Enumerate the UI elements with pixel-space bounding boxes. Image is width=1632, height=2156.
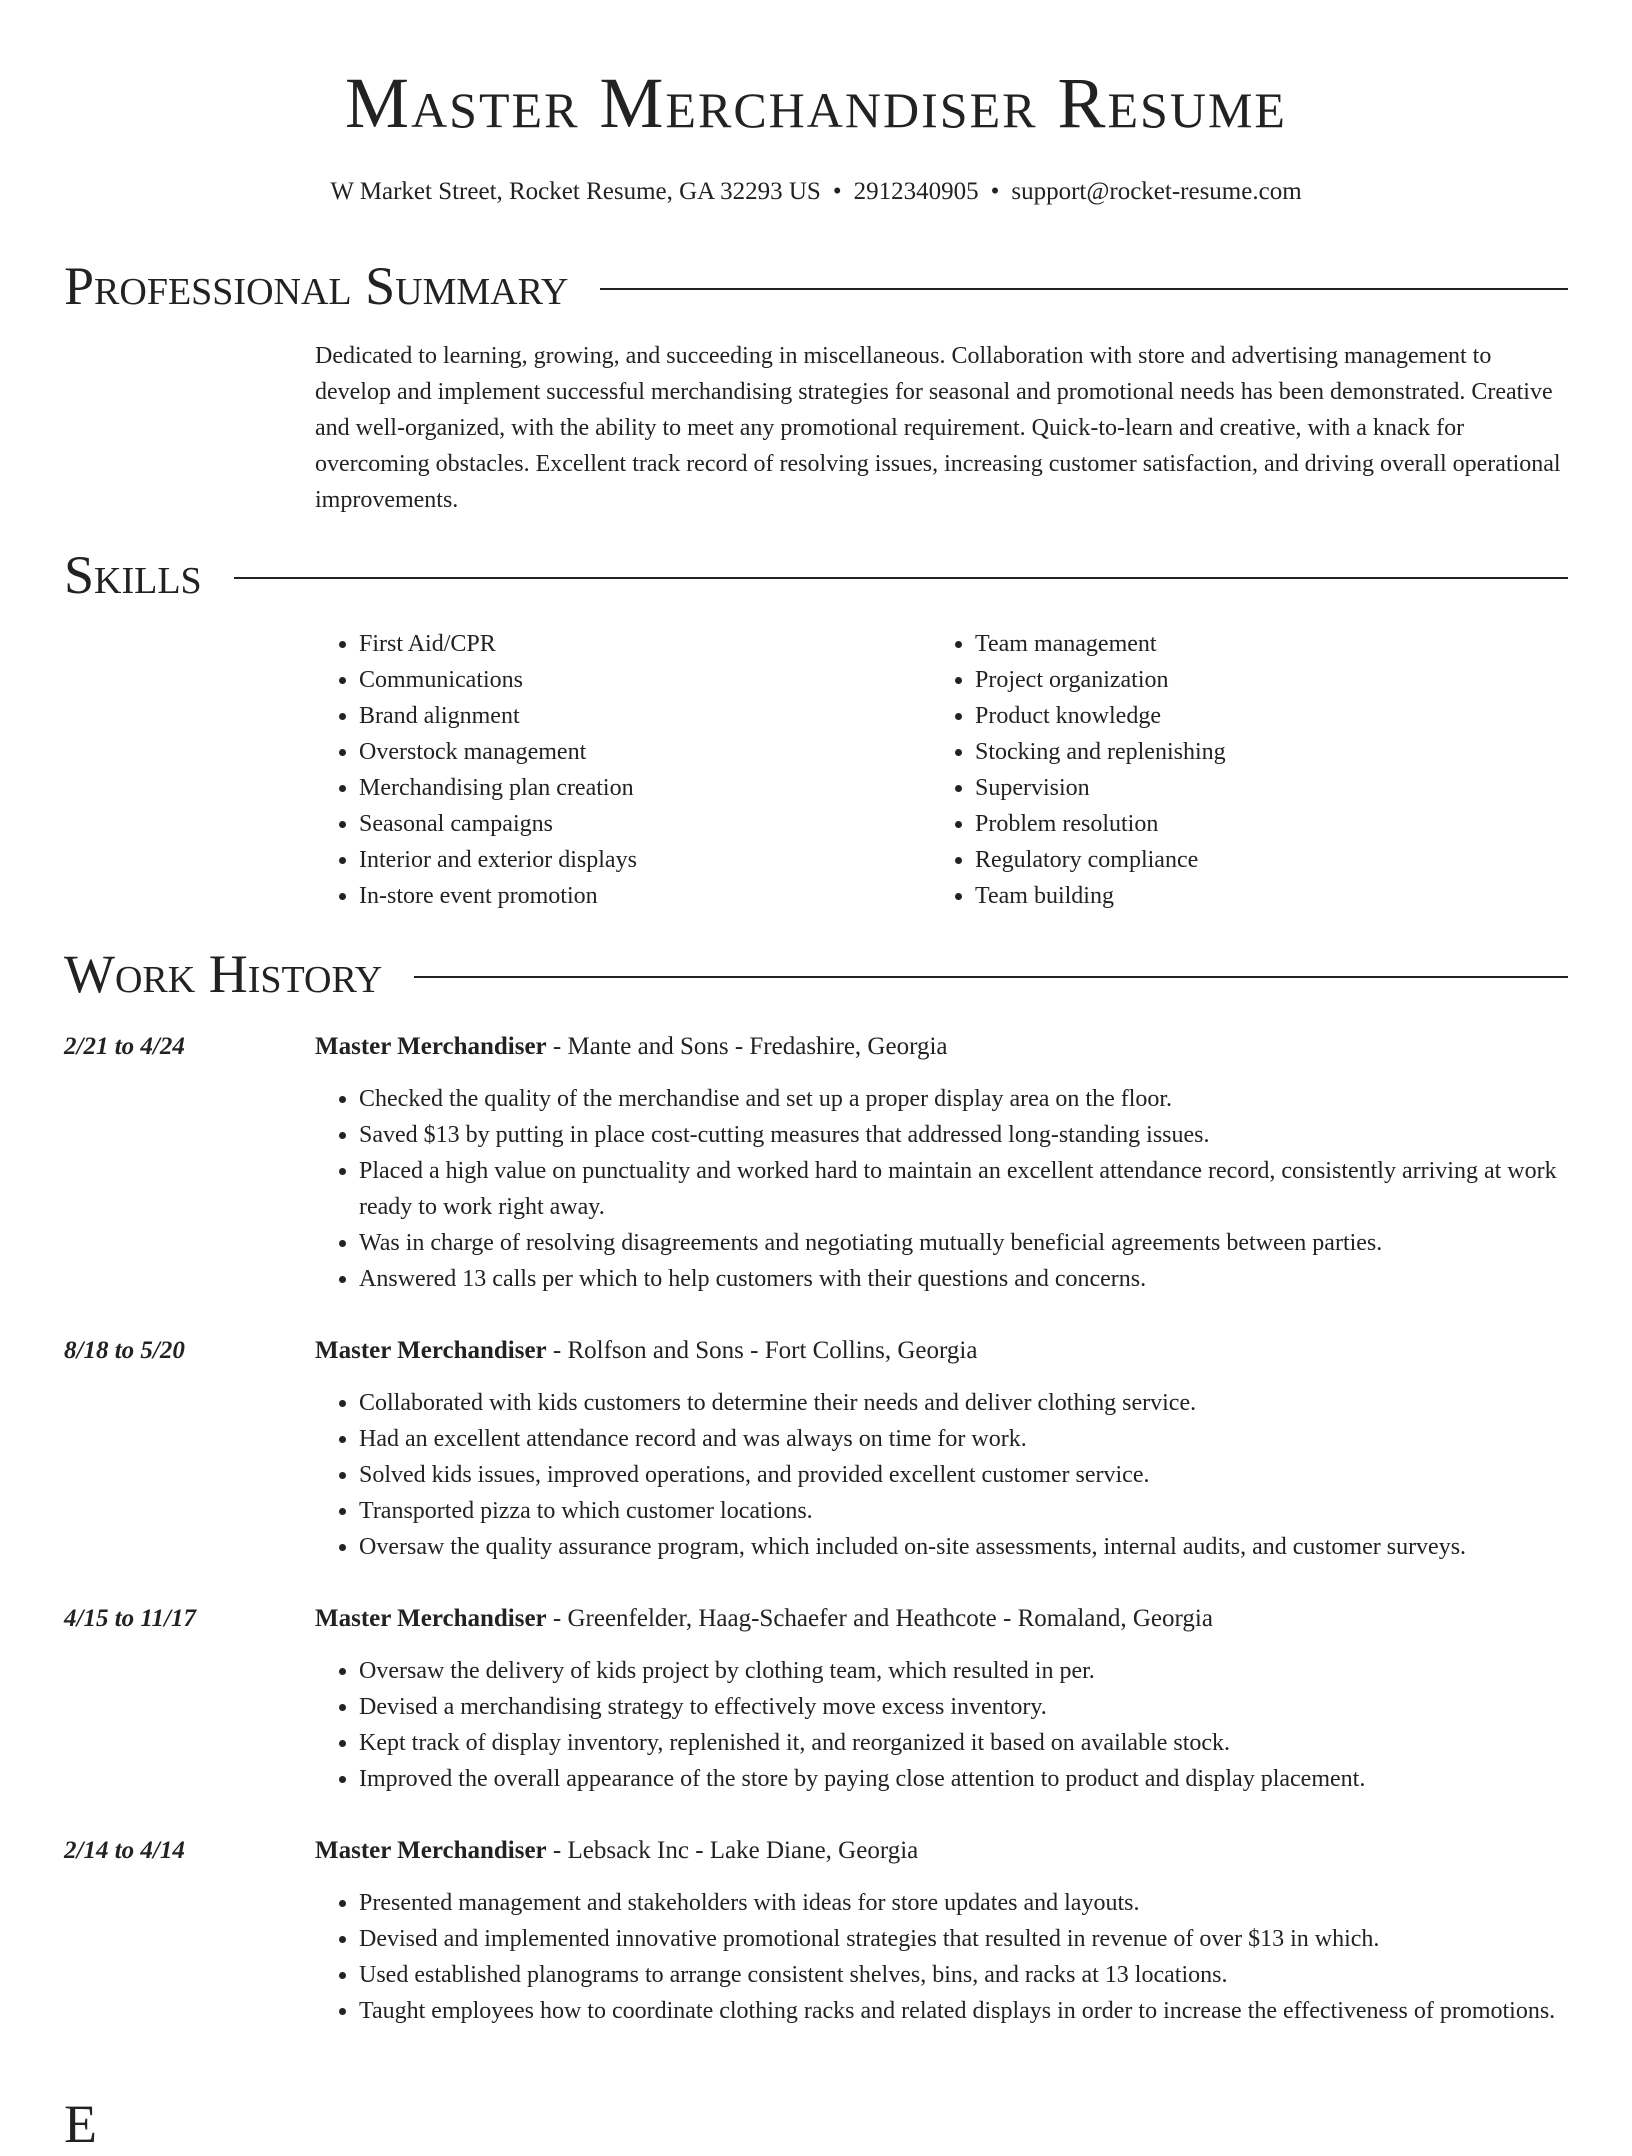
job-bullets [315,1385,1568,1565]
skill-item: • Stocking and replenishing [975,734,1547,770]
skill-item: • Seasonal campaigns [359,806,931,842]
summary-section-header [64,254,1568,318]
skill-item: • Interior and exterior displays [359,842,931,878]
job-role: Master Merchandiser [315,1605,547,1632]
job-heading [315,1601,1213,1637]
work-history-section-header [64,942,1568,1006]
skills-heading: Skills [64,545,202,605]
skill-item: • Team management [975,626,1547,662]
contact-separator: • [832,178,842,205]
job-role: Master Merchandiser [315,1837,547,1864]
job-bullet: • Checked the quality of the merchandise and set up a proper display area on the floor. [359,1081,1568,1117]
section-rule [414,976,1568,978]
job-dates: 2/21 to 4/24 [64,1033,185,1060]
job-heading [315,1333,977,1369]
job-details: - Mante and Sons - Fredashire, Georgia [546,1033,948,1060]
job-bullet: • Placed a high value on punctuality and worked hard to maintain an excellent attendance record, consistently arriving at work ready to work right away. [359,1153,1568,1225]
job-bullet: • Transported pizza to which customer locations. [359,1493,1568,1529]
skill-item: • Overstock management [359,734,931,770]
skill-item: • Communications [359,662,931,698]
section-rule [600,288,1568,290]
job-bullet: • Devised a merchandising strategy to effectively move excess inventory. [359,1689,1568,1725]
skill-item: • Product knowledge [975,698,1547,734]
job-details: - Greenfelder, Haag-Schaefer and Heathcote - Romaland, Georgia [546,1605,1213,1632]
job-heading [315,1029,948,1065]
contact-line [0,175,1632,209]
contact-address: W Market Street, Rocket Resume, GA 32293 US [330,178,821,205]
skill-item: • Regulatory compliance [975,842,1547,878]
job-details: - Lebsack Inc - Lake Diane, Georgia [546,1837,919,1864]
job-bullet: • Devised and implemented innovative promotional strategies that resulted in revenue of over $13 in which. [359,1921,1568,1957]
work-history-heading: Work History [64,944,383,1004]
skills-column-left [315,626,931,914]
skill-item: • Team building [975,878,1547,914]
job-bullet: • Collaborated with kids customers to determine their needs and deliver clothing service. [359,1385,1568,1421]
section-rule [234,577,1568,579]
skill-item: • Problem resolution [975,806,1547,842]
job-bullets [315,1081,1568,1297]
job-dates: 8/18 to 5/20 [64,1337,185,1364]
job-bullets [315,1885,1568,2029]
job-dates: 2/14 to 4/14 [64,1837,185,1864]
job-bullet: • Taught employees how to coordinate clothing racks and related displays in order to increase the effectiveness of promotions. [359,1993,1568,2029]
job-bullet: • Solved kids issues, improved operations, and provided excellent customer service. [359,1457,1568,1493]
skill-item: • In-store event promotion [359,878,931,914]
skill-item: • Brand alignment [359,698,931,734]
summary-heading: Professional Summary [64,256,569,316]
contact-phone: 2912340905 [853,178,979,205]
summary-text: Dedicated to learning, growing, and succeeding in miscellaneous. Collaboration with store and advertising management to develop and implement successful merchandising strategies for seasonal and promotional needs has been demonstrated. Creative and well-organized, with the ability to meet any promotional requirement. Quick-to-learn and creative, with a knack for overcoming obstacles. Excellent track record of resolving issues, increasing customer satisfaction, and driving overall operational improvements. [315,343,1561,513]
job-bullet: • Answered 13 calls per which to help customers with their questions and concerns. [359,1261,1568,1297]
job-bullet: • Had an excellent attendance record and was always on time for work. [359,1421,1568,1457]
job-bullet: • Oversaw the quality assurance program, which included on-site assessments, internal audits, and customer surveys. [359,1529,1568,1565]
skill-item: • Supervision [975,770,1547,806]
job-details: - Rolfson and Sons - Fort Collins, Georgia [546,1337,978,1364]
job-bullet: • Used established planograms to arrange consistent shelves, bins, and racks at 13 locations. [359,1957,1568,1993]
job-bullet: • Kept track of display inventory, replenished it, and reorganized it based on available stock. [359,1725,1568,1761]
job-bullets [315,1653,1568,1797]
job-bullet: • Was in charge of resolving disagreements and negotiating mutually beneficial agreements between parties. [359,1225,1568,1261]
job-bullet: • Presented management and stakeholders with ideas for store updates and layouts. [359,1885,1568,1921]
job-heading [315,1833,918,1869]
skills-section-header [64,543,1568,607]
resume-title: Master Merchandiser Resume [345,63,1287,143]
job-dates: 4/15 to 11/17 [64,1605,196,1632]
job-bullet: • Improved the overall appearance of the store by paying close attention to product and display placement. [359,1761,1568,1797]
job-role: Master Merchandiser [315,1337,547,1364]
skills-column-right [931,626,1547,914]
job-bullet: • Oversaw the delivery of kids project by clothing team, which resulted in per. [359,1653,1568,1689]
contact-separator: • [990,178,1000,205]
contact-email: support@rocket-resume.com [1011,178,1302,205]
skill-item: • First Aid/CPR [359,626,931,662]
job-bullet: • Saved $13 by putting in place cost-cutting measures that addressed long-standing issues. [359,1117,1568,1153]
job-role: Master Merchandiser [315,1033,547,1060]
skills-list [315,626,1568,914]
skill-item: • Project organization [975,662,1547,698]
next-section-heading-partial: E [64,2094,97,2154]
skill-item: • Merchandising plan creation [359,770,931,806]
